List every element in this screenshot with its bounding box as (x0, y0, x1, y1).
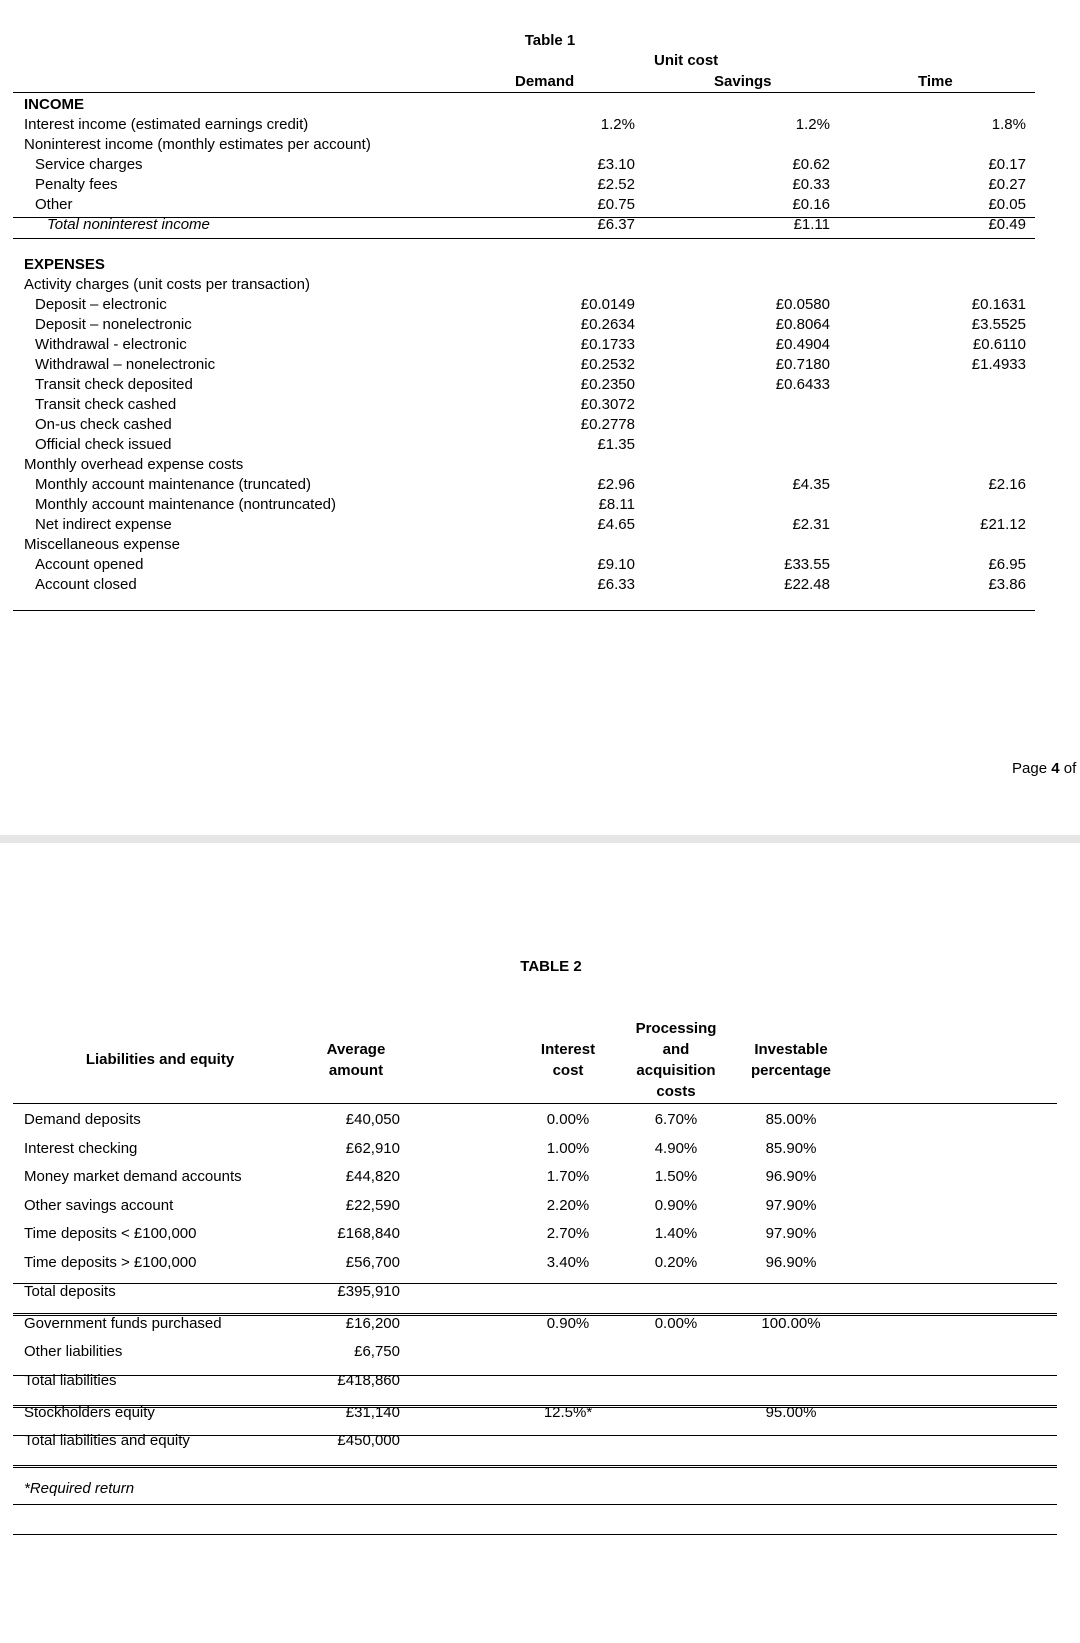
table1-row (0, 175, 1080, 196)
table1-cell-demand: £1.35 (597, 436, 635, 453)
table1-cell-savings: £0.0580 (775, 296, 830, 313)
table1-row (0, 195, 1080, 216)
table2-row-label: Other liabilities (24, 1343, 123, 1360)
table1-row-label: Interest income (estimated earnings credit) (24, 116, 309, 133)
double-rule-after-total-liabilities (13, 1405, 1057, 1408)
header-liabilities-text: Liabilities and equity (85, 1051, 235, 1068)
table2-header-liabilities (60, 1049, 260, 1070)
table1-cell-demand: £0.75 (597, 196, 635, 213)
header-processing-line1: Processing (635, 1020, 717, 1037)
table1-row (0, 215, 1080, 236)
table1-row (0, 315, 1080, 336)
table1-cell-time: £0.49 (988, 216, 1026, 233)
table2-row (0, 1139, 1080, 1159)
table2-header-average (306, 1039, 406, 1081)
table2-cell-processing: 0.20% (654, 1254, 698, 1271)
table1-row (0, 515, 1080, 536)
table1-cell-demand: £0.2350 (580, 376, 635, 393)
table1-cell-savings: £0.7180 (775, 356, 830, 373)
table2-row (0, 1314, 1080, 1334)
table1-row (0, 575, 1080, 596)
page-separator (0, 835, 1080, 843)
table1-cell-time: 1.8% (991, 116, 1026, 133)
table1-row-label: INCOME (24, 96, 84, 113)
table2-row-label: Time deposits > £100,000 (24, 1254, 197, 1271)
table1-cell-time: £2.16 (988, 476, 1026, 493)
table1-row-label: Monthly account maintenance (truncated) (35, 476, 311, 493)
table2-cell-investable: 97.90% (765, 1225, 817, 1242)
table2-row (0, 1282, 1080, 1302)
table1-row-label: EXPENSES (24, 256, 105, 273)
table2-header-rule (13, 1103, 1057, 1104)
table2-cell-investable: 85.00% (765, 1111, 817, 1128)
table1-cell-time: £21.12 (980, 516, 1026, 533)
table2-row (0, 1110, 1080, 1130)
header-processing-line2: and (662, 1041, 690, 1058)
table1-row-label: Withdrawal - electronic (35, 336, 187, 353)
table1-row (0, 295, 1080, 316)
table1-cell-demand: £2.96 (597, 476, 635, 493)
table2-cell-investable: 97.90% (765, 1197, 817, 1214)
table2-cell-processing: 4.90% (654, 1140, 698, 1157)
header-investable-line1: Investable (754, 1041, 828, 1058)
table1-cell-time: £3.86 (988, 576, 1026, 593)
table1-subtotal-rule-bottom (13, 238, 1035, 239)
table2-cell-average: £450,000 (337, 1432, 400, 1449)
table1-row (0, 135, 1080, 156)
table1-cell-demand: £2.52 (597, 176, 635, 193)
table2-header-processing (620, 1018, 732, 1102)
page-number (1012, 760, 1076, 777)
table1-row (0, 255, 1080, 276)
table1-row-label: Monthly overhead expense costs (24, 456, 244, 473)
table1-row-label: Miscellaneous expense (24, 536, 180, 553)
table1-cell-savings: £4.35 (792, 476, 830, 493)
table2-title: TABLE 2 (520, 958, 582, 975)
table1-bottom-rule (13, 610, 1035, 611)
table2-cell-processing: 1.50% (654, 1168, 698, 1185)
table1-row-label: Transit check deposited (35, 376, 193, 393)
header-average-line1: Average (326, 1041, 386, 1058)
table1-row-label: Transit check cashed (35, 396, 177, 413)
table1-cell-demand: £0.2634 (580, 316, 635, 333)
table1-header-savings: Savings (714, 73, 772, 90)
table2-row (0, 1371, 1080, 1391)
table1-cell-demand: £0.2778 (580, 416, 635, 433)
table1-row-label: Noninterest income (monthly estimates per account) (24, 136, 371, 153)
document-page-2 (0, 843, 1080, 1643)
table1-cell-time: £0.6110 (972, 336, 1026, 353)
table1-cell-savings: £2.31 (792, 516, 830, 533)
table2-row (0, 1196, 1080, 1216)
table2-cell-average: £168,840 (337, 1225, 400, 1242)
table2-row (0, 1167, 1080, 1187)
table1-cell-time: £0.05 (988, 196, 1026, 213)
table2-cell-interest: 2.70% (546, 1225, 590, 1242)
table2-cell-interest: 0.00% (546, 1111, 590, 1128)
table1-cell-savings: £0.8064 (775, 316, 830, 333)
table1-row (0, 395, 1080, 416)
table1-row-label: Service charges (35, 156, 143, 173)
table2-cell-average: £418,860 (337, 1372, 400, 1389)
table2-cell-average: £395,910 (337, 1283, 400, 1300)
table2-cell-interest: 1.70% (546, 1168, 590, 1185)
table2-cell-investable: 96.90% (765, 1168, 817, 1185)
double-rule-after-total-deposits (13, 1313, 1057, 1316)
table1-row-label: Withdrawal – nonelectronic (35, 356, 216, 373)
table2-row-label: Demand deposits (24, 1111, 141, 1128)
double-rule-after-total-liab-equity (13, 1465, 1057, 1468)
table1-header-time: Time (918, 73, 953, 90)
table1-cell-demand: £4.65 (597, 516, 635, 533)
header-processing-line4: costs (656, 1083, 696, 1100)
table2-cell-investable: 95.00% (765, 1404, 817, 1421)
table2-row-label: Other savings account (24, 1197, 174, 1214)
table1-cell-demand: £6.37 (597, 216, 635, 233)
table1-cell-demand: £9.10 (597, 556, 635, 573)
rule-before-total-deposits (13, 1283, 1057, 1284)
table2-cell-interest: 0.90% (546, 1315, 590, 1332)
table1-cell-savings: 1.2% (795, 116, 830, 133)
table1-cell-demand: £0.3072 (580, 396, 635, 413)
table1-row (0, 95, 1080, 116)
table1-cell-savings: £1.11 (793, 216, 830, 233)
table2-cell-average: £22,590 (345, 1197, 400, 1214)
table1-cell-demand: £0.2532 (580, 356, 635, 373)
table2-cell-processing: 0.00% (654, 1315, 698, 1332)
header-interest-line1: Interest (540, 1041, 596, 1058)
header-processing-line3: acquisition (636, 1062, 716, 1079)
table1-cell-savings: £0.33 (792, 176, 830, 193)
table1-cell-demand: £3.10 (597, 156, 635, 173)
table1-cell-savings: £22.48 (784, 576, 830, 593)
table2-cell-average: £56,700 (345, 1254, 400, 1271)
page-number-value: 4 (1051, 760, 1060, 777)
table2-cell-interest: 2.20% (546, 1197, 590, 1214)
table1-cell-demand: 1.2% (600, 116, 635, 133)
table2-row (0, 1224, 1080, 1244)
table1-row (0, 535, 1080, 556)
table1-cell-time: £0.1631 (971, 296, 1026, 313)
table2-row-label: Government funds purchased (24, 1315, 222, 1332)
table1-cell-demand: £8.11 (598, 496, 635, 513)
table2-cell-average: £44,820 (345, 1168, 400, 1185)
table2-cell-average: £6,750 (354, 1343, 400, 1360)
table1-row (0, 275, 1080, 296)
table1-cell-time: £3.5525 (971, 316, 1026, 333)
table2-cell-processing: 0.90% (654, 1197, 698, 1214)
table2-row-label: Interest checking (24, 1140, 138, 1157)
table2-cell-average: £62,910 (345, 1140, 400, 1157)
table1-row (0, 335, 1080, 356)
table1-row-label: Monthly account maintenance (nontruncated) (35, 496, 337, 513)
table1-cell-time: £0.17 (988, 156, 1026, 173)
table1-row (0, 415, 1080, 436)
table2-cell-interest: 12.5%* (543, 1404, 593, 1421)
table1-row-label: On-us check cashed (35, 416, 172, 433)
table1-cell-time: £0.27 (988, 176, 1026, 193)
table1-header-demand: Demand (515, 73, 575, 90)
table1-row (0, 495, 1080, 516)
table2-cell-investable: 100.00% (761, 1315, 821, 1332)
table2-footnote-row (0, 1479, 1080, 1499)
table1-row (0, 435, 1080, 456)
table2-header-investable (741, 1039, 841, 1081)
table1-row-label: Penalty fees (35, 176, 118, 193)
table2-cell-interest: 3.40% (546, 1254, 590, 1271)
table2-cell-interest: 1.00% (546, 1140, 590, 1157)
table1-row-label: Other (35, 196, 73, 213)
table2-cell-processing: 1.40% (654, 1225, 698, 1242)
table2-row-label: Money market demand accounts (24, 1168, 242, 1185)
table1-row (0, 115, 1080, 136)
table1-row-label: Account opened (35, 556, 144, 573)
table2-row (0, 1253, 1080, 1273)
table1-cell-time: £1.4933 (971, 356, 1026, 373)
table1-row (0, 355, 1080, 376)
table2-footnote: *Required return (24, 1480, 135, 1497)
table2-row (0, 1431, 1080, 1451)
table1-cell-savings: £0.4904 (775, 336, 830, 353)
table1-subtotal-rule-top (13, 217, 1035, 218)
rule-after-footnote (13, 1504, 1057, 1505)
table1-row (0, 155, 1080, 176)
table2-row-label: Total liabilities and equity (24, 1432, 190, 1449)
rule-before-total-liabilities (13, 1375, 1057, 1376)
rule-bottom (13, 1534, 1057, 1535)
table1-header-rule (13, 92, 1035, 93)
table2-cell-average: £31,140 (345, 1404, 400, 1421)
table2-row (0, 1342, 1080, 1362)
table1-row (0, 475, 1080, 496)
table2-cell-processing: 6.70% (654, 1111, 698, 1128)
table1-cell-savings: £0.16 (792, 196, 830, 213)
table2-cell-average: £16,200 (345, 1315, 400, 1332)
table1-row (0, 375, 1080, 396)
table2-row-label: Time deposits < £100,000 (24, 1225, 197, 1242)
table1-cell-savings: £0.62 (792, 156, 830, 173)
table1-row-label: Official check issued (35, 436, 172, 453)
header-investable-line2: percentage (750, 1062, 832, 1079)
page-suffix: of (1063, 760, 1077, 777)
table1-cell-demand: £0.0149 (580, 296, 635, 313)
table1-cell-savings: £0.6433 (775, 376, 830, 393)
table1-row-label: Net indirect expense (35, 516, 172, 533)
table2-cell-average: £40,050 (345, 1111, 400, 1128)
header-average-line2: amount (328, 1062, 384, 1079)
table2-cell-investable: 85.90% (765, 1140, 817, 1157)
table2-row-label: Stockholders equity (24, 1404, 155, 1421)
table1-cell-demand: £6.33 (597, 576, 635, 593)
table1-row-label: Deposit – nonelectronic (35, 316, 192, 333)
table2-header-interest (520, 1039, 616, 1081)
table2-row-label: Total deposits (24, 1283, 116, 1300)
table1-cell-demand: £0.1733 (580, 336, 635, 353)
table1-row-label: Deposit – electronic (35, 296, 167, 313)
rule-before-total-liab-equity (13, 1435, 1057, 1436)
table1-row (0, 555, 1080, 576)
table1-row-label: Total noninterest income (47, 216, 210, 233)
table2-row-label: Total liabilities (24, 1372, 117, 1389)
header-interest-line2: cost (552, 1062, 584, 1079)
table1-row-label: Activity charges (unit costs per transaction) (24, 276, 310, 293)
table1-row-label: Account closed (35, 576, 137, 593)
table1-title: Table 1 (524, 32, 576, 49)
page-label: Page (1012, 760, 1048, 777)
table1-row (0, 455, 1080, 476)
table1-header-unit-cost: Unit cost (654, 52, 719, 69)
table1-cell-time: £6.95 (988, 556, 1026, 573)
table1-cell-savings: £33.55 (784, 556, 830, 573)
table2-cell-investable: 96.90% (765, 1254, 817, 1271)
